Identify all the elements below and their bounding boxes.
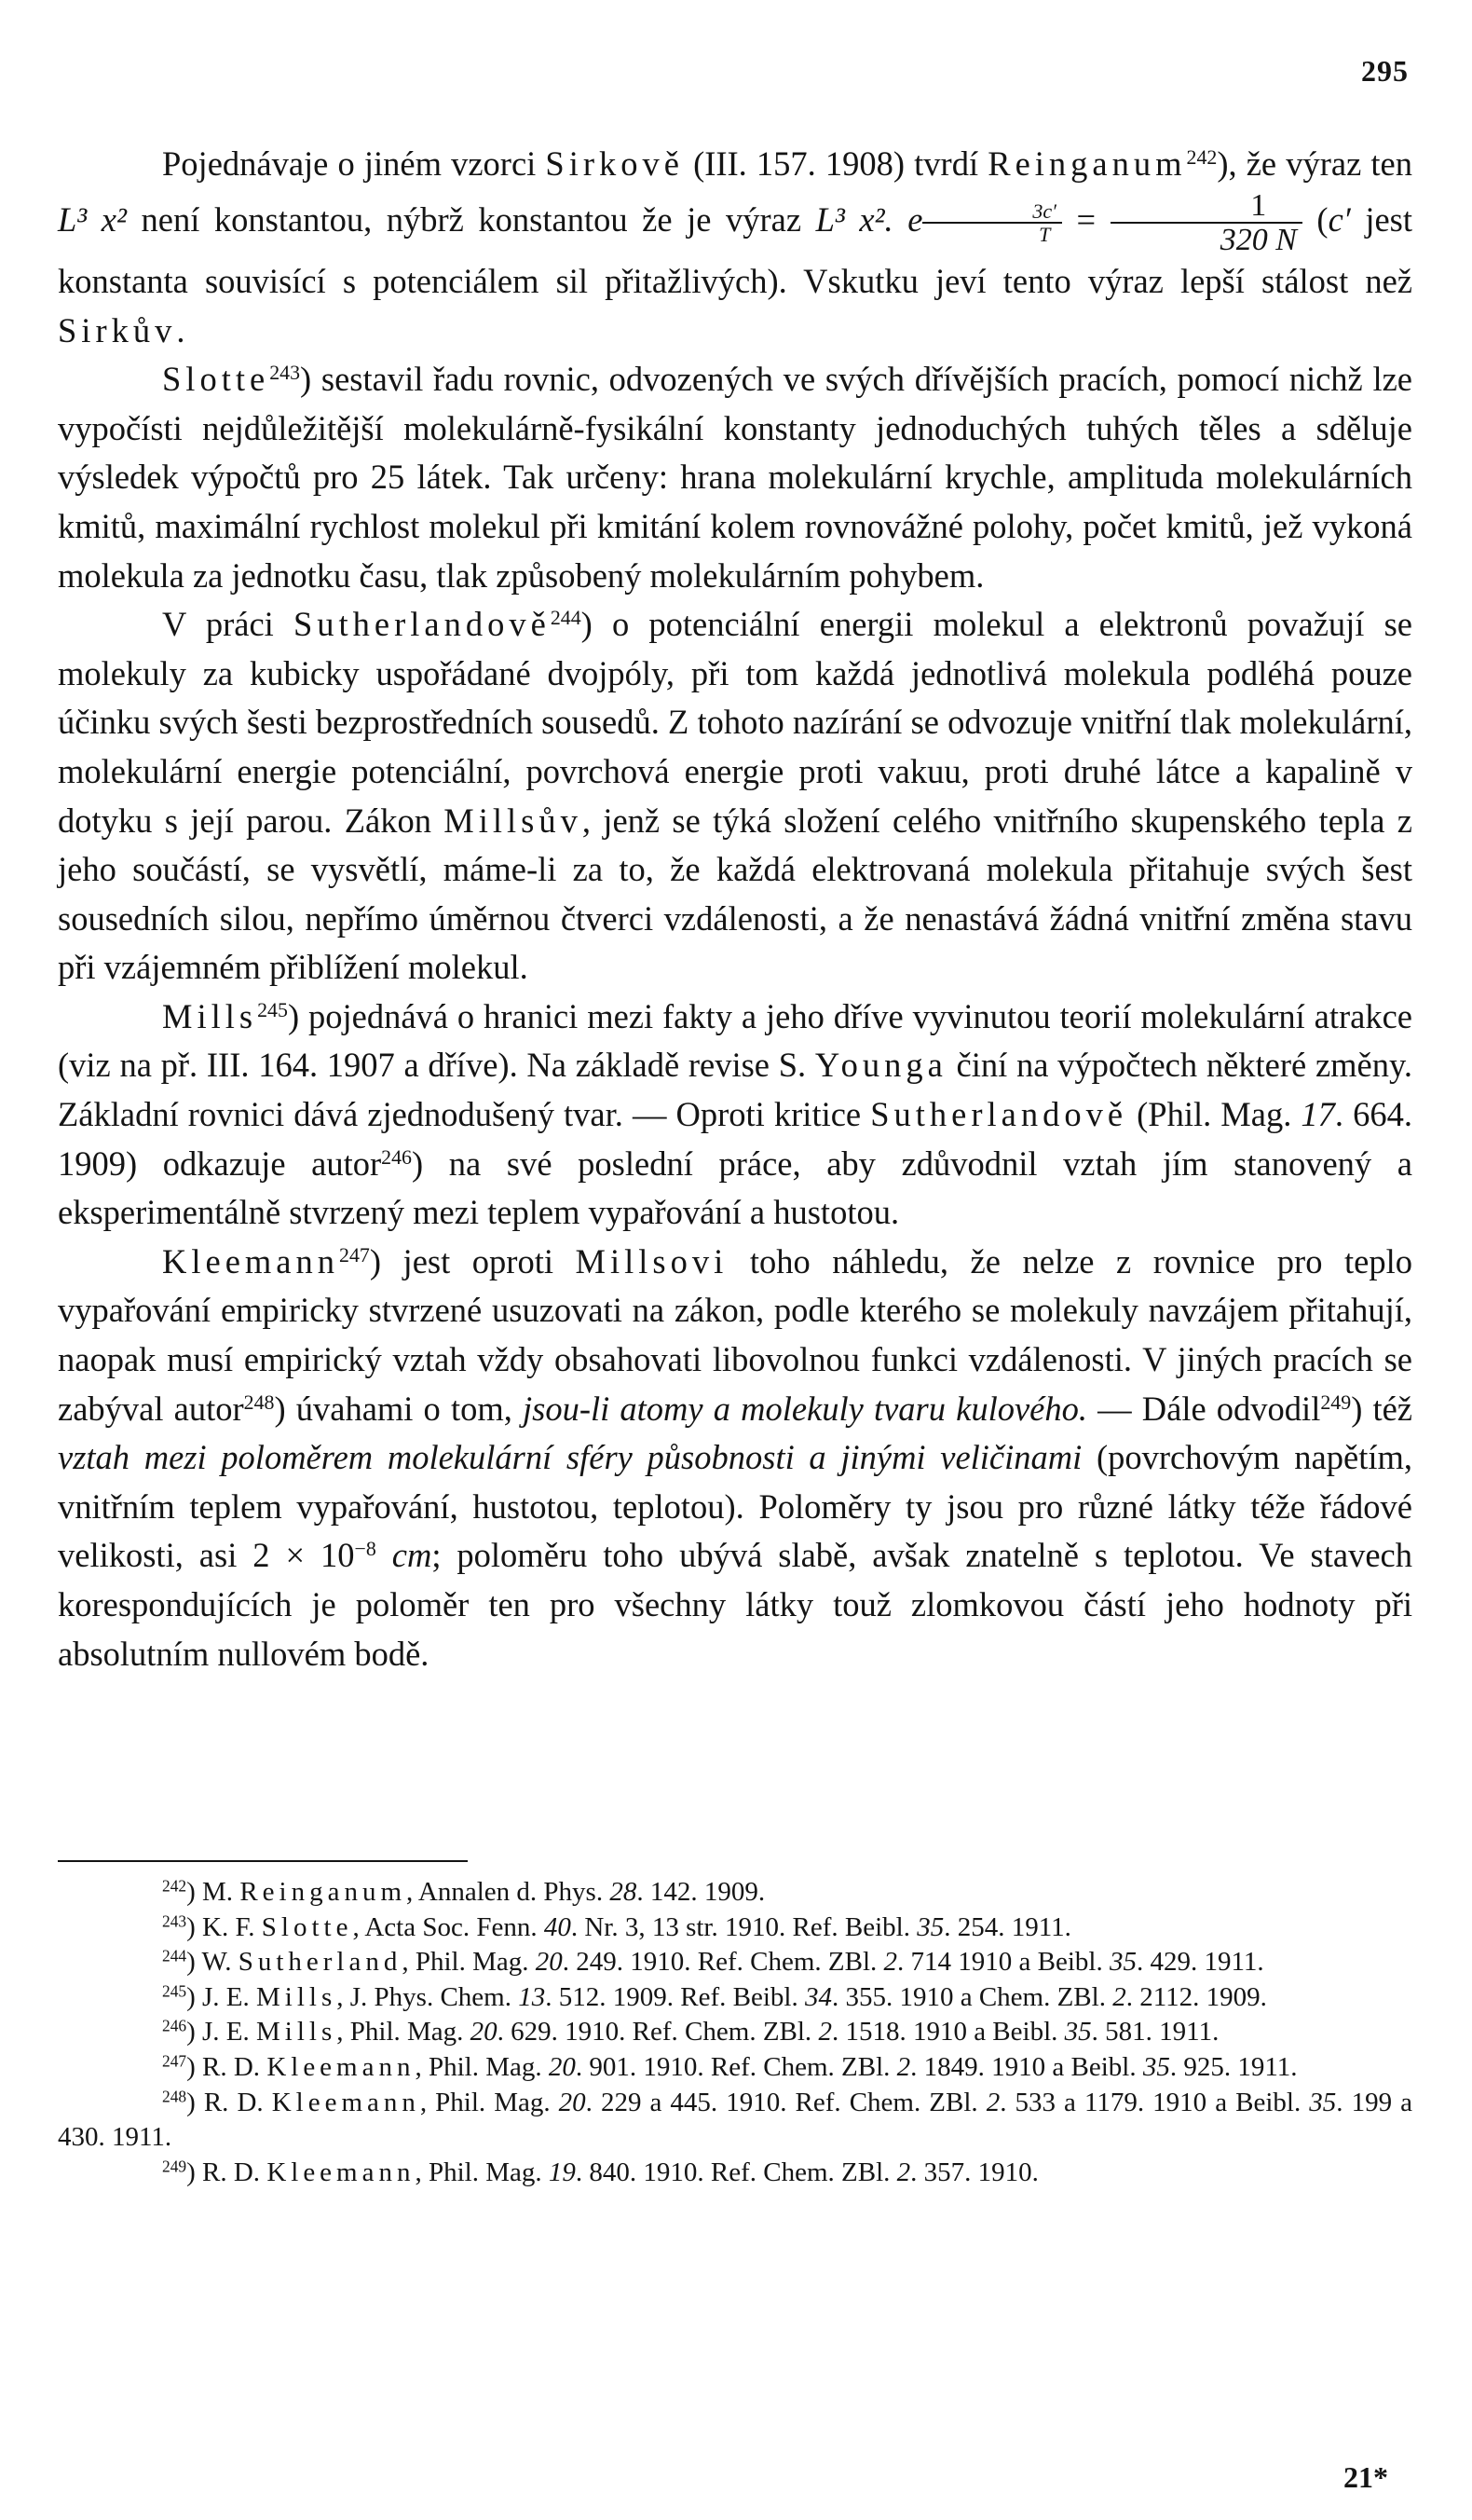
text-run: . 429. 1911. [1136,1947,1264,1978]
text-run: . 533 a 1179. 1910 a Beibl. [1000,2087,1310,2117]
italic-phrase: jsou-li atomy a molekuly tvaru kulového. [522,1389,1088,1428]
formula: c′ [1328,199,1351,239]
main-text [58,140,1412,1678]
author-name: Sirkův [58,310,177,349]
volume-number: 35 [1309,2087,1337,2117]
volume-number: 28 [609,1877,637,1907]
text-run: . 512. 1909. Ref. Beibl. [545,1981,805,2012]
author-name: Reinganum [239,1877,407,1907]
text-run: činí na výpočtech některé změny. Základní rovnici dává zjednodušený tvar. — Oproti kritice [58,1046,1412,1134]
footnote-ref: 246 [381,1144,412,1169]
text-run: . 249. 1910. Ref. Chem. ZBl. [562,1947,884,1978]
volume-number: 35 [1064,2017,1092,2048]
text-run: ) na své poslední práce, aby zdůvodnil vztah jím stanovený a eksperimentálně stvrzený mezi teplem vypařování a hustotou. [58,1144,1412,1232]
text-run: . [176,310,185,349]
text-run: není konstantou, nýbrž konstantou že je výraz [126,199,816,239]
author-name: Kleemann [162,1241,339,1281]
volume-number: 20 [470,2017,497,2048]
volume-number: 35 [1109,1947,1137,1978]
text-run: ) úvahami o tom, [274,1389,523,1428]
volume-number: 17 [1301,1095,1335,1134]
text-run: . 629. 1910. Ref. Chem. ZBl. [497,2017,819,2048]
footnote-divider [58,1860,468,1862]
text-run: . 2112. 1909. [1125,1981,1267,2012]
text-run: ) sestavil řadu rovnic, odvozených ve svých dřívějších pracích, pomocí nichž lze vypočísti nejdůležitější molekulárně-fysikální konstanty jednoduchých tuhých těles a sděluje výsledek výpočtů pro 25 látek. Tak určeny: hrana molekulární krychle, amplituda molekulárních kmitů, maximální rychlost molekul při kmitání kolem rovnovážné polohy, počet kmitů, jež vykoná molekula za jednotku času, tlak způsobený molekulárním pohybem. [58,360,1412,595]
author-initials: W. [201,1947,239,1978]
author-name: Millsovi [575,1241,729,1281]
author-name: Sutherlandově [870,1095,1128,1134]
text-run: . 1518. 1910 a Beibl. [831,2017,1065,2048]
equals-sign: = [1062,199,1111,239]
text-run: ) jest oproti [369,1241,576,1281]
formula: . e [884,199,923,239]
footnote-ref: 245 [257,997,288,1021]
volume-number: 20 [548,2051,576,2082]
signature-mark: 21* [1343,2460,1388,2494]
text-run: . 840. 1910. Ref. Chem. ZBl. [575,2157,897,2187]
formula: L³ x² [58,199,127,239]
author-initials: K. F. [202,1911,262,1942]
volume-number: 34 [804,1981,832,2012]
text-run: , Annalen d. Phys. [406,1877,610,1907]
footnote-ref: 243 [269,361,301,385]
footnote-ref: 242 [1186,144,1218,169]
volume-number: 2 [896,2051,911,2082]
volume-number: 35 [1142,2051,1170,2082]
author-name: Millsův [443,801,582,840]
text-run: . 199 a 430. 1911. [58,2087,1412,2153]
unit: cm [391,1536,432,1575]
text-run: , Phil. Mag. [415,2051,549,2082]
paragraph-mills [58,993,1412,1238]
author-name: Reinganum [988,144,1187,183]
paragraph-slotte [58,355,1412,600]
text-run: toho náhledu, že nelze z rovnice pro teplo vypařování empiricky stvrzené usuzovati na zákon, podle kterého se molekuly navzájem přitahují, naopak musí empirický vztah vždy obsahovati libovolnou funkci vzdálenosti. V jiných pracích se zabýval autor [58,1241,1412,1428]
text-run: . 1849. 1910 a Beibl. [910,2051,1143,2082]
volume-number: 20 [558,2087,586,2117]
text-run: ( [1302,199,1329,239]
fraction [1111,189,1302,257]
text-run: , Phil. Mag. [402,1947,536,1978]
volume-number: 2 [818,2017,832,2048]
footnotes [58,1875,1412,2190]
text-run: ), že výraz ten [1217,144,1413,183]
text-run: . 355. 1910 a Chem. ZBl. [831,1981,1113,2012]
fraction-denominator: 320 N [1111,222,1302,257]
volume-number: 2 [1112,1981,1126,2012]
text-run: V práci [162,605,293,644]
volume-number: 35 [917,1911,945,1942]
footnote-number: 248 [162,2087,187,2105]
footnote-245: $^{245}$) J. E. Mills, J. Phys. Chem. 13. 512. 1909. Ref. Beibl. 34. 355. 1910 a Chem. ZBl. 2. 2112. 1909. [162,1981,1267,2012]
author-name: Kleemann [271,2087,420,2117]
text-run: , Acta Soc. Fenn. [352,1911,544,1942]
author-initials: R. D. [202,2051,267,2082]
author-initials: R. D. [202,2157,267,2187]
footnote-ref: 249 [1320,1390,1352,1414]
footnote-number: 245 [162,1981,187,2001]
paragraph-kleemann [58,1238,1412,1678]
text-run: . 357. 1910. [910,2157,1039,2187]
text-run: . 925. 1911. [1169,2051,1298,2082]
text-run: ) o potenciální energii molekul a elektronů považují se molekuly za kubicky uspořádané dvojpóly, při tom každá jednotlivá molekula podléhá pouze účinku svých šesti bezprostředních sousedů. Z tohoto nazírání se odvozuje vnitřní tlak molekulární, molekulární energie potenciální, povrchová energie proti vakuu, proti druhé látce a kapalině v dotyku s její parou. Zákon [58,605,1412,840]
formula: L³ x² [815,199,885,239]
exponent-fraction [922,200,1062,245]
footnote-249: $^{249}$) R. D. Kleemann, Phil. Mag. 19. 840. 1910. Ref. Chem. ZBl. 2. 357. 1910. [162,2157,1039,2187]
footnote-number: 244 [162,1946,187,1965]
text-run: . 229 a 445. 1910. Ref. Chem. ZBl. [585,2087,987,2117]
text-run: . 901. 1910. Ref. Chem. ZBl. [575,2051,897,2082]
page-number: 295 [1361,54,1409,88]
author-name: Slotte [162,360,270,399]
footnote-number: 246 [162,2016,187,2035]
author-initials: M. [202,1877,240,1907]
text-run: , J. Phys. Chem. [336,1981,519,2012]
text-run: , Phil. Mag. [415,2157,549,2187]
volume-number: 2 [883,1947,898,1978]
text-run: . 664. 1909) odkazuje autor [58,1095,1412,1183]
author-name: Kleemann [266,2051,416,2082]
text-run: . 714 1910 a Beibl. [897,1947,1110,1978]
volume-number: 40 [543,1911,571,1942]
exponent-denominator: T [922,222,1062,245]
text-run: Pojednávaje o jiném vzorci [162,144,546,183]
text-run: . 254. 1911. [944,1911,1071,1942]
exponent: −8 [354,1537,376,1561]
author-name: Younga [814,1046,947,1085]
text-run: ; poloměru toho ubývá slabě, avšak znatelně s teplotou. Ve stavech korespondujících je poloměr ten pro všechny látky touž zlomkovou částí jeho hodnoty při absolutním nullovém bodě. [58,1536,1412,1673]
footnote-ref: 244 [550,606,581,630]
text-run: jest konstanta souvisící s potenciálem sil přitažlivých). Vskutku jeví tento výraz lepší stálost než [58,199,1413,300]
footnote-242: $^{242}$) M. Reinganum, Annalen d. Phys. 28. 142. 1909. [162,1876,766,1907]
author-name: Sutherlandově [293,605,551,644]
author-name: Kleemann [266,2157,416,2187]
text-run: . Nr. 3, 13 str. 1910. Ref. Beibl. [570,1911,918,1942]
volume-number: 2 [896,2157,911,2187]
footnote-248: $^{248}$) R. D. Kleemann, Phil. Mag. 20. 229 a 445. 1910. Ref. Chem. ZBl. 2. 533 a 1179. 1910 a Beibl. 35. 199 a 430. 1911. [58,2087,1412,2153]
italic-phrase: vztah mezi poloměrem molekulární sféry působnosti a jinými veličinami [58,1438,1083,1477]
fraction-numerator: 1 [1250,187,1267,223]
author-initials: R. D. [203,2087,272,2117]
volume-number: 19 [548,2157,576,2187]
volume-number: 2 [986,2087,1001,2117]
footnote-247: $^{247}$) R. D. Kleemann, Phil. Mag. 20. 901. 1910. Ref. Chem. ZBl. 2. 1849. 1910 a Beibl. 35. 925. 1911. [162,2051,1298,2082]
footnote-246: $^{246}$) J. E. Mills, Phil. Mag. 20. 629. 1910. Ref. Chem. ZBl. 2. 1518. 1910 a Beibl. 35. 581. 1911. [162,2016,1220,2048]
footnote-number: 242 [162,1876,187,1896]
text-run: , Phil. Mag. [419,2087,559,2117]
author-name: Slotte [261,1911,353,1942]
author-name: Mills [162,996,258,1035]
text-run: (povrchovým napětím, vnitřním teplem vypařování, hustotou, teplotou). Poloměry ty jsou pro různé látky téže řádové velikosti, asi 2 × 10 [58,1438,1412,1575]
paragraph-sutherland [58,600,1412,993]
volume-number: 20 [535,1947,563,1978]
author-name: Sutherland [238,1947,402,1978]
text-run: ) též [1351,1389,1413,1428]
footnote-number: 243 [162,1911,187,1931]
volume-number: 13 [518,1981,546,2012]
text-run: (III. 157. 1908) tvrdí [683,144,988,183]
footnote-ref: 248 [243,1390,275,1414]
text-run: — Dále odvodil [1087,1389,1321,1428]
footnote-243: $^{243}$) K. F. Slotte, Acta Soc. Fenn. 40. Nr. 3, 13 str. 1910. Ref. Beibl. 35. 254. 1911. [162,1911,1071,1942]
author-initials: J. E. [202,1981,257,2012]
text-run: . 142. 1909. [636,1877,766,1907]
exponent-numerator: 3c′ [1032,199,1056,224]
paragraph-reinganum [58,140,1412,355]
text-run: , jenž se týká složení celého vnitřního skupenského tepla z jeho součástí, se vysvětlí, máme-li za to, že každá elektrovaná molekula přitahuje svých šest sousedních silou, nepřímo úměrnou čtverci vzdálenosti, a že nenastává žádná vnitřní změna stavu při vzájemném přiblížení molekul. [58,801,1412,987]
footnote-number: 247 [162,2051,187,2071]
author-initials: J. E. [202,2017,257,2048]
text-run: . 581. 1911. [1091,2017,1220,2048]
author-name: Mills [256,1981,337,2012]
text-run: , Phil. Mag. [336,2017,470,2048]
text-run: (Phil. Mag. [1127,1095,1302,1134]
text-run: ) pojednává o hranici mezi fakty a jeho dříve vyvinutou teorií molekulární atrakce (viz na př. III. 164. 1907 a dříve). Na základě revise S. [58,996,1412,1085]
footnote-number: 249 [162,2157,187,2176]
author-name: Sirkově [545,144,684,183]
footnote-244: $^{244}$) W. Sutherland, Phil. Mag. 20. 249. 1910. Ref. Chem. ZBl. 2. 714 1910 a Beibl. 35. 429. 1911. [162,1946,1264,1978]
footnote-ref: 247 [339,1242,370,1267]
author-name: Mills [256,2017,337,2048]
